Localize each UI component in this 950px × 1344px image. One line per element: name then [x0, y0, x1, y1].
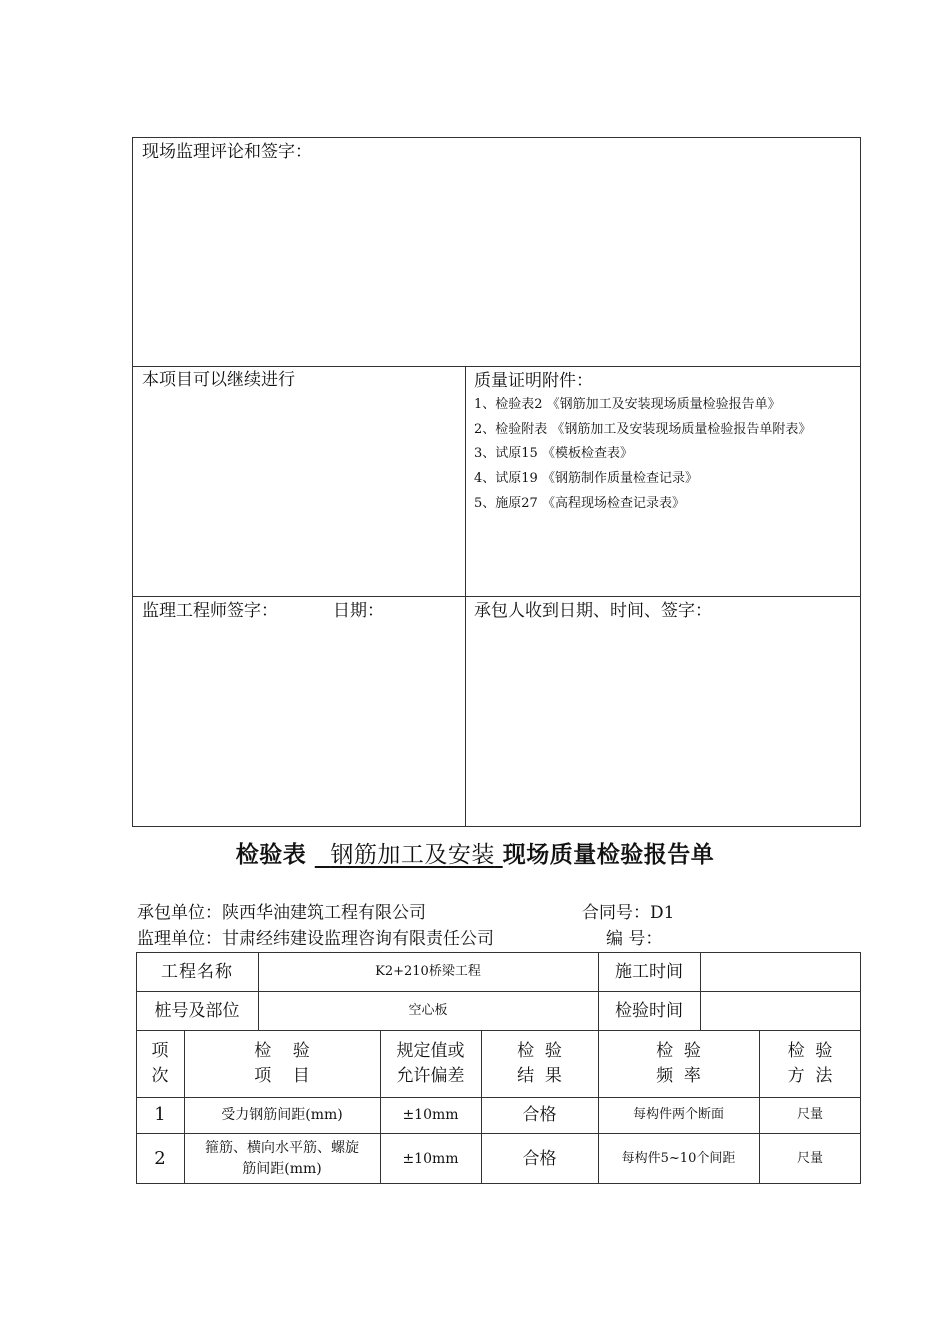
construction-time-label: 施工时间 [615, 961, 683, 982]
form-divider [132, 596, 861, 597]
col-header-frequency: 检 验 频 率 [656, 1040, 701, 1086]
continue-label: 本项目可以继续进行 [142, 370, 295, 390]
serial-no-label: 编 号： [606, 929, 663, 949]
row-frequency: 每构件5~10个间距 [621, 1150, 736, 1166]
project-name-label: 工程名称 [161, 961, 233, 982]
form-divider [132, 366, 861, 367]
row-tolerance: ±10mm [402, 1150, 459, 1167]
pile-location-label: 桩号及部位 [154, 1000, 240, 1021]
col-header-tolerance: 规定值或 允许偏差 [396, 1040, 465, 1086]
contractor-receipt-label: 承包人收到日期、时间、签字： [474, 601, 712, 621]
attachment-item: 5、施原27 《高程现场检查记录表》 [474, 496, 685, 511]
row-result: 合格 [522, 1105, 557, 1125]
attachment-item: 3、试原15 《模板检查表》 [474, 446, 633, 461]
engineer-sign-label: 监理工程师签字： [142, 601, 278, 621]
inspection-time-label: 检验时间 [615, 1000, 683, 1021]
attachment-item: 1、检验表2 《钢筋加工及安装现场质量检验报告单》 [474, 397, 781, 412]
inspection-time-value [700, 991, 861, 1030]
title-prefix: 检验表 [235, 841, 307, 868]
supervision-unit: 监理单位：甘肃经纬建设监理咨询有限责任公司 [137, 929, 494, 949]
attachment-item: 4、试原19 《钢筋制作质量检查记录》 [474, 471, 698, 486]
row-frequency: 每构件两个断面 [632, 1107, 724, 1122]
row-item: 受力钢筋间距(mm) [221, 1107, 343, 1123]
report-title [0, 836, 950, 869]
attachment-item: 2、检验附表 《钢筋加工及安装现场质量检验报告单附表》 [474, 422, 812, 437]
row-tolerance: ±10mm [402, 1107, 459, 1123]
date-label: 日期： [333, 601, 384, 621]
col-header-item: 检 验 项 目 [254, 1040, 310, 1086]
title-underlined: 钢筋加工及安装 [330, 842, 495, 868]
col-header-method: 检 验 方 法 [787, 1040, 833, 1086]
row-method: 尺量 [796, 1107, 823, 1122]
col-header-no: 项 次 [151, 1040, 169, 1086]
row-item: 箍筋、横向水平筋、螺旋 筋间距(mm) [205, 1139, 359, 1177]
project-name-value: K2+210桥梁工程 [375, 963, 481, 979]
contractor-unit: 承包单位：陕西华油建筑工程有限公司 [137, 903, 426, 923]
supervision-comments-label: 现场监理评论和签字： [142, 142, 312, 162]
row-result: 合格 [522, 1148, 557, 1169]
construction-time-value [700, 952, 861, 991]
contract-no: 合同号：D1 [582, 903, 675, 923]
pile-location-value: 空心板 [408, 1002, 448, 1018]
row-no: 1 [154, 1104, 166, 1125]
col-header-result: 检 验 结 果 [517, 1040, 562, 1086]
row-no: 2 [154, 1147, 166, 1169]
row-method: 尺量 [796, 1150, 823, 1166]
title-suffix: 现场质量检验报告单 [502, 841, 715, 868]
attachments-title: 质量证明附件： [474, 371, 593, 391]
form-divider [465, 366, 466, 827]
